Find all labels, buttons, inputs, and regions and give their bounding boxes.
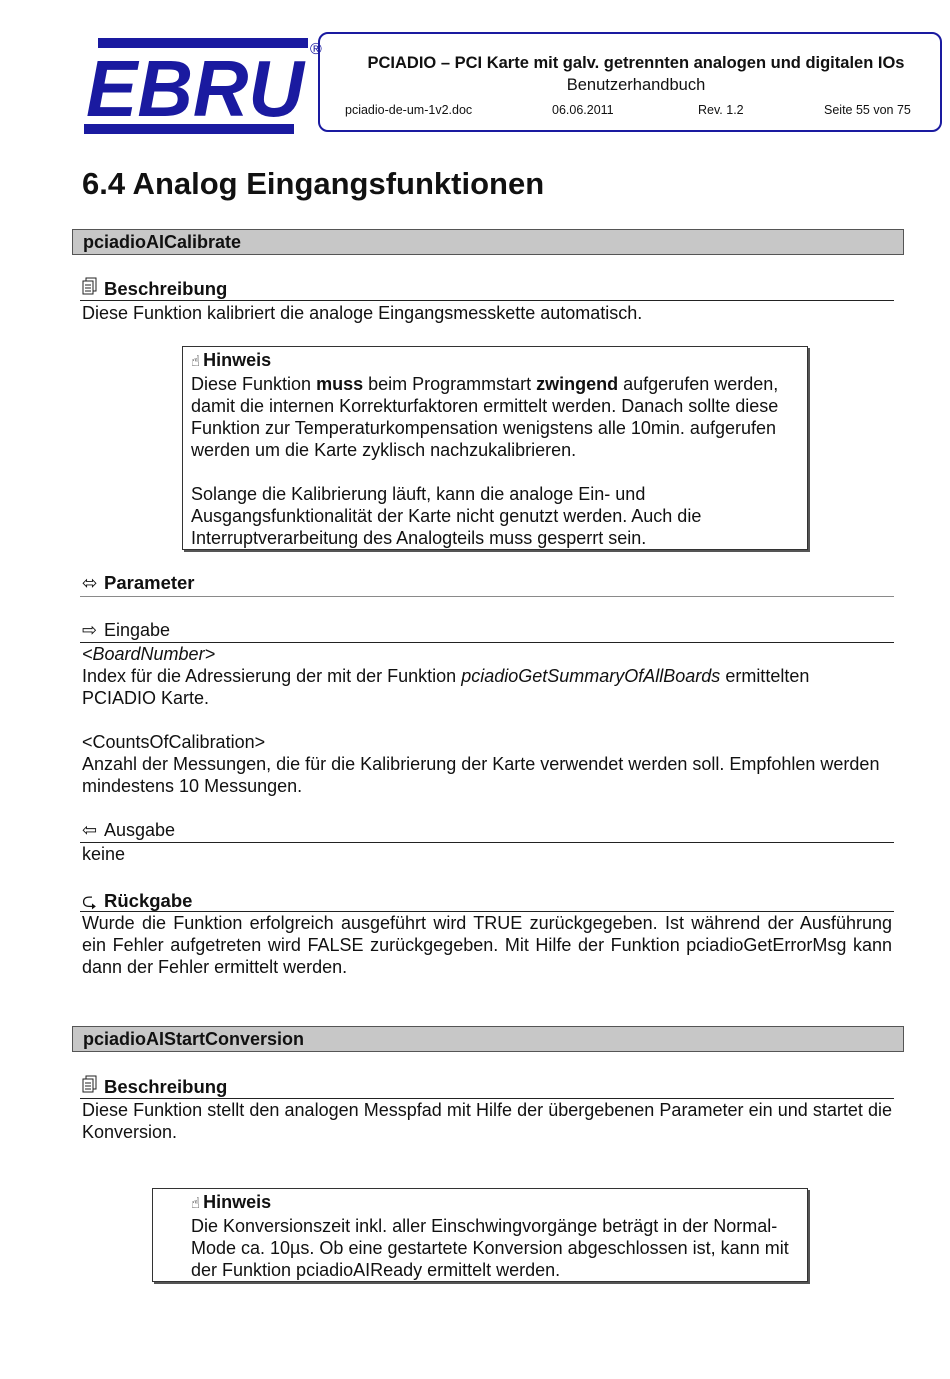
document-title: PCIADIO – PCI Karte mit galv. getrennten analogen und digitalen IOs <box>367 54 905 72</box>
divider <box>80 596 894 597</box>
ebru-logo <box>80 36 328 138</box>
logo-text: EBRU <box>86 44 307 133</box>
return-text: Wurde die Funktion erfolgreich ausgeführt wird TRUE zurückgegeben. Ist während der Ausführung ein Fehler aufgetreten wird FALSE zurückgegeben. Mit Hilfe der Funktion pciadioGetErrorMsg kann dann der Fehler ermittelt werden. <box>82 913 892 977</box>
param-counts-text: Anzahl der Messungen, die für die Kalibrierung der Karte verwendet werden soll. Empfohlen werden mindestens 10 Messungen. <box>82 754 880 796</box>
description-text: Diese Funktion stellt den analogen Messpfad mit Hilfe der übergebenen Parameter ein und startet die Konversion. <box>82 1100 892 1142</box>
param-counts-name: <CountsOfCalibration> <box>82 732 266 752</box>
doc-date: 06.06.2011 <box>552 103 614 117</box>
input-heading: ⇨ Eingabe <box>82 620 171 640</box>
param-boardnumber-name: <BoardNumber> <box>82 644 216 664</box>
arrow-left-right-icon: ⬄ <box>82 572 98 593</box>
arrow-left-icon: ⇦ <box>82 820 98 840</box>
divider <box>80 300 894 301</box>
description-text: Diese Funktion kalibriert die analoge Eingangsmesskette automatisch. <box>82 303 643 323</box>
doc-filename: pciadio-de-um-1v2.doc <box>345 103 473 117</box>
description-heading-label: Beschreibung <box>104 278 228 299</box>
pointing-hand-icon: ☝ <box>191 353 201 370</box>
divider <box>80 842 894 843</box>
function-header-startconversion: pciadioAIStartConversion <box>72 1026 904 1052</box>
document-icon <box>82 277 104 300</box>
param-boardnumber-text: Index für die Adressierung der mit der Funktion pciadioGetSummaryOfAllBoards ermittelten PCIADIO Karte. <box>82 666 810 708</box>
chapter-title: 6.4 Analog Eingangsfunktionen <box>82 166 545 201</box>
pointing-hand-icon: ☝ <box>191 1195 201 1212</box>
hint-text: Die Konversionszeit inkl. aller Einschwingvorgänge beträgt in der Normal-Mode ca. 10µs. Ob eine gestartete Konversion abgeschlossen ist, kann mit der Funktion pciadioAIReady ermittelt werden. <box>191 1216 789 1280</box>
registered-mark: ® <box>310 41 322 58</box>
ebru-logo-graphic <box>80 36 328 138</box>
output-heading: ⇦ Ausgabe <box>82 820 176 840</box>
function-header-calibrate: pciadioAICalibrate <box>72 229 904 255</box>
arrow-right-icon: ⇨ <box>82 620 98 640</box>
doc-revision: Rev. 1.2 <box>698 103 744 117</box>
description-heading <box>82 277 227 300</box>
hint-paragraph-2: Solange die Kalibrierung läuft, kann die analoge Ein- und Ausgangsfunktionalität der Karte nicht genutzt werden. Auch die Interruptverarbeitung des Analogteils muss gesperrt sein. <box>191 484 702 548</box>
description-heading: Beschreibung <box>82 1075 227 1098</box>
output-text: keine <box>82 844 126 864</box>
hint-title: ☝ Hinweis <box>191 1192 272 1212</box>
parameter-heading: ⬄ Parameter <box>82 572 195 593</box>
hint-box <box>152 1188 808 1282</box>
hint-box <box>182 346 808 550</box>
page-number: Seite 55 von 75 <box>824 103 911 117</box>
document-icon <box>82 1075 104 1098</box>
hint-paragraph-1: Diese Funktion muss beim Programmstart zwingend aufgerufen werden, damit die internen Korrekturfaktoren ermittelt werden. Danach sollte diese Funktion zur Temperaturkompensation wenigstens alle 10min. aufgerufen werden um die Karte zyklisch nachzukalibrieren. <box>191 374 779 460</box>
document-subtitle: Benutzerhandbuch <box>566 76 706 94</box>
return-heading: ⮎ Rückgabe <box>82 887 192 919</box>
hint-title: ☝ Hinweis <box>191 350 272 370</box>
return-arrow-icon: ⮎ <box>82 890 97 911</box>
